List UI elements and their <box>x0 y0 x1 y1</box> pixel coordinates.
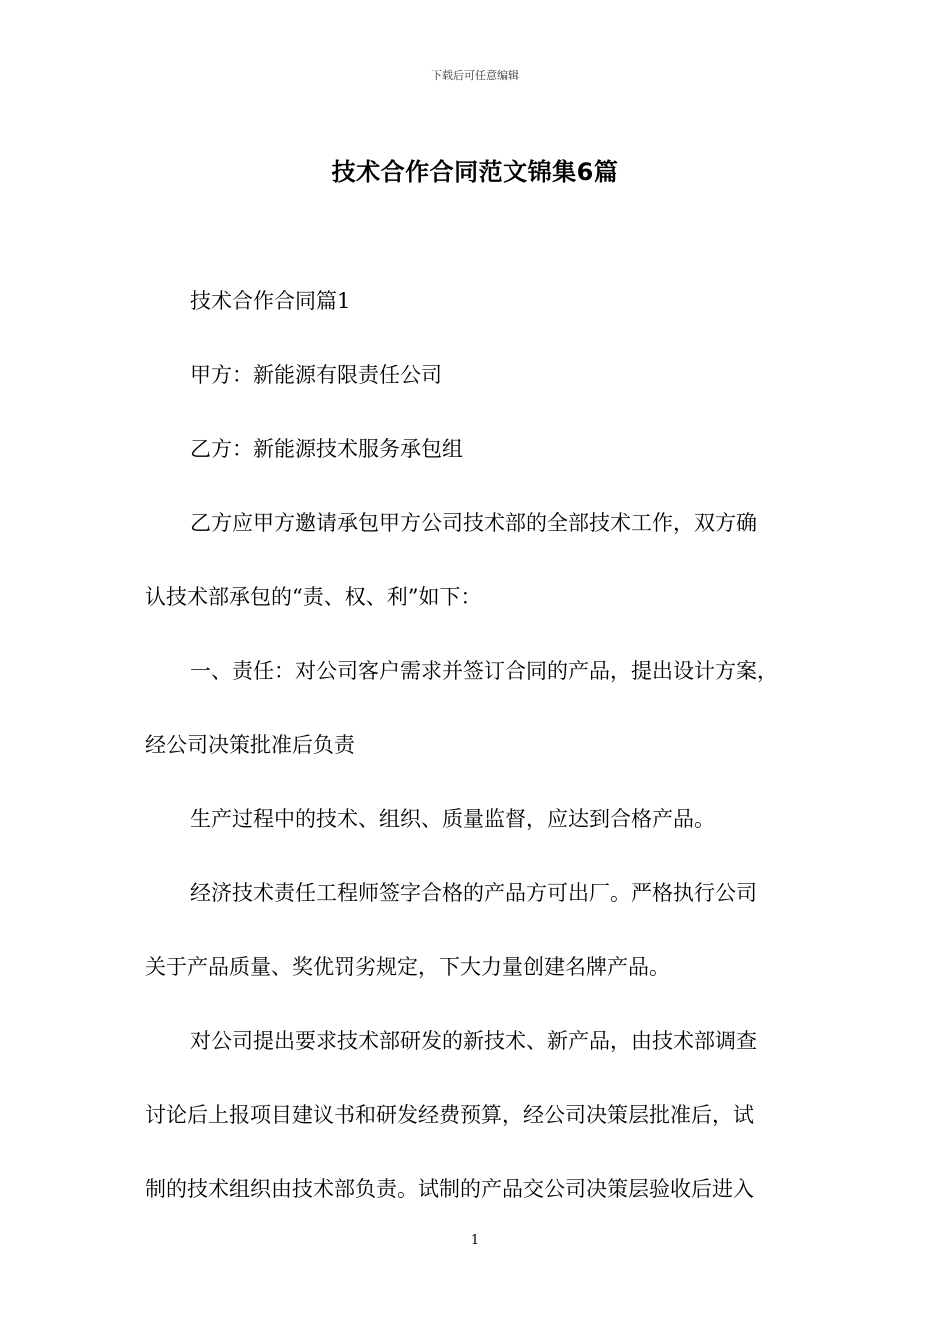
paragraph-line: 乙方应甲方邀请承包甲方公司技术部的全部技术工作，双方确 <box>190 511 757 535</box>
paragraph-line: 制的技术组织由技术部负责。试制的产品交公司决策层验收后进入 <box>145 1177 754 1201</box>
paragraph-line: 经公司决策批准后负责 <box>145 733 355 757</box>
paragraph-line: 讨论后上报项目建议书和研发经费预算，经公司决策层批准后，试 <box>145 1103 754 1127</box>
paragraph-line: 技术合作合同篇1 <box>190 289 351 313</box>
document-body <box>145 283 810 1245</box>
paragraph-line: 认技术部承包的“责、权、利”如下： <box>145 585 482 609</box>
paragraph-line: 乙方：新能源技术服务承包组 <box>190 437 463 461</box>
document-title: 技术合作合同范文锦集6篇 <box>331 158 619 186</box>
paragraph-line: 对公司提出要求技术部研发的新技术、新产品，由技术部调查 <box>190 1029 757 1053</box>
paragraph-line: 一、责任：对公司客户需求并签订合同的产品，提出设计方案， <box>190 659 778 683</box>
header-note: 下载后可任意编辑 <box>431 69 519 82</box>
paragraph-line: 经济技术责任工程师签字合格的产品方可出厂。严格执行公司 <box>190 881 757 905</box>
paragraph-line: 关于产品质量、奖优罚劣规定，下大力量创建名牌产品。 <box>145 955 670 979</box>
paragraph-line: 生产过程中的技术、组织、质量监督，应达到合格产品。 <box>190 807 715 831</box>
paragraph-line: 甲方：新能源有限责任公司 <box>190 363 442 387</box>
page-number: 1 <box>470 1233 480 1248</box>
